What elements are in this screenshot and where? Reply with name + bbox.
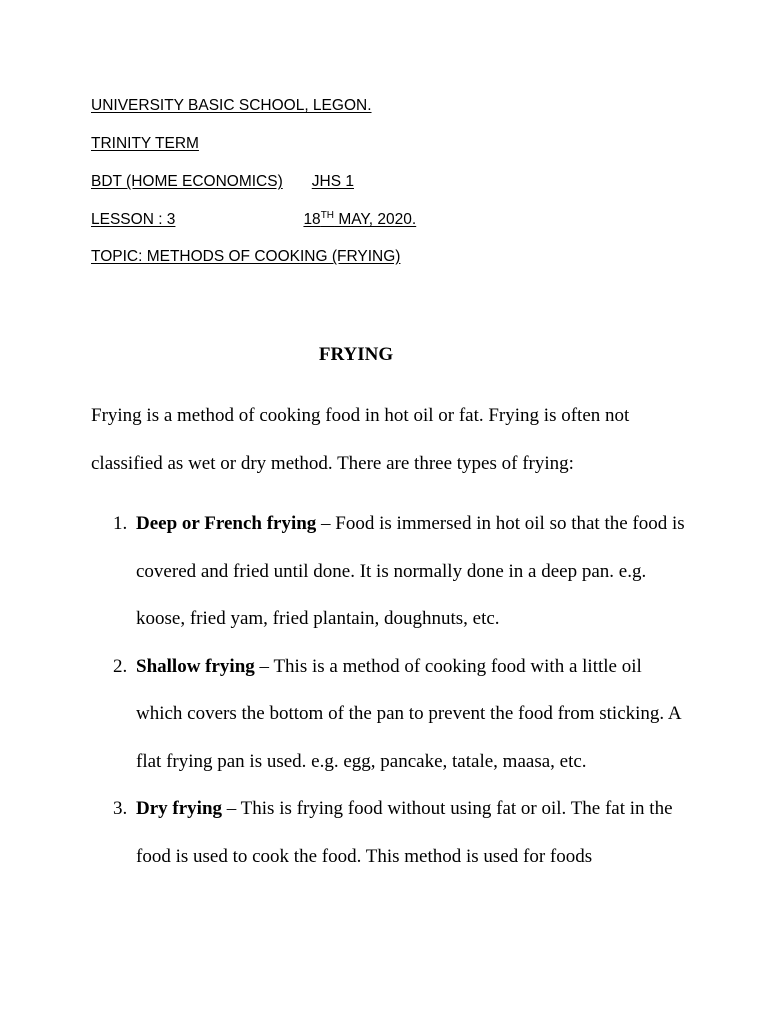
list-item-shallow-frying [91,643,691,786]
list-text: – Food is immersed in hot oil so that the food is covered and fried until done. It is normally done in a deep pan. e.g. koose, fried yam, fried plantain, doughnuts, etc. [136,513,685,629]
term-name: TRINITY TERM [91,135,199,152]
section-title: FRYING [318,344,394,365]
list-number: 2. [113,655,128,677]
list-item-dry-frying [91,785,691,880]
date-suffix: TH [320,210,335,221]
frying-types-list [91,500,691,880]
date [303,211,416,228]
school-name: UNIVERSITY BASIC SCHOOL, LEGON. [91,97,372,114]
intro-paragraph: Frying is a method of cooking food in hot oil or fat. Frying is often not classified as wet or dry method. There are three types of frying: [91,405,630,474]
list-item-deep-frying [91,500,691,643]
list-number: 3. [113,798,128,819]
list-number: 1. [113,513,128,534]
list-term: Shallow frying [136,655,255,677]
list-text: – This is frying food without using fat or oil. The fat in the food is used to cook the food. This method is used for foods [136,798,673,867]
date-rest: MAY, 2020. [334,211,417,228]
date-day: 18 [303,211,321,228]
subject-line [91,172,354,192]
lesson-date-line [91,210,416,230]
class-name: JHS 1 [311,173,354,190]
topic-line: TOPIC: METHODS OF COOKING (FRYING) [91,248,401,265]
list-text: – This is a method of cooking food with a little oil which covers the bottom of the pan to prevent the food from sticking. A flat frying pan is used. e.g. egg, pancake, tatale, maasa, etc. [136,655,681,772]
subject-name: BDT (HOME ECONOMICS) [91,173,283,190]
lesson-number: LESSON : 3 [91,211,176,228]
list-term: Dry frying [136,798,223,819]
list-term: Deep or French frying [136,513,317,534]
